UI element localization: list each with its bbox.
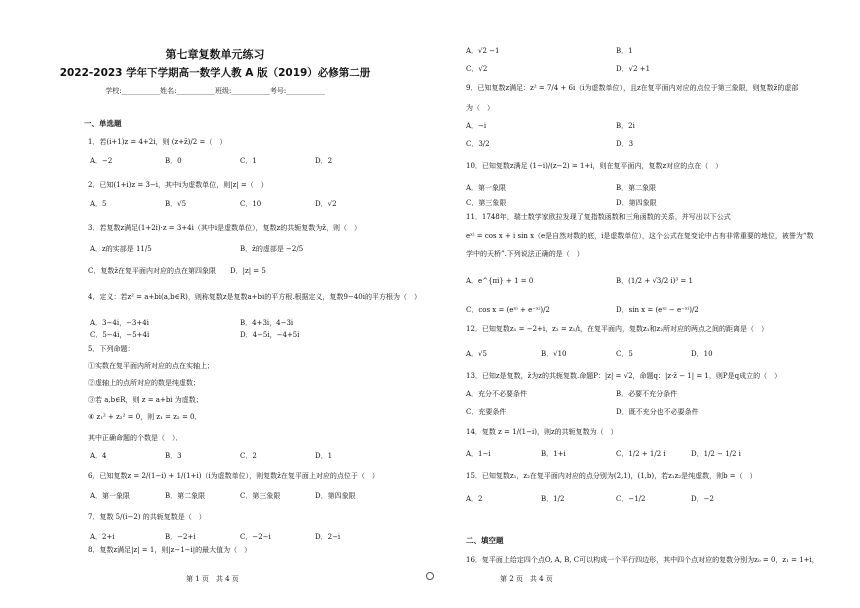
answer-option: B．(1/2 + √3/2 i)³ = 1 (616, 277, 693, 285)
question-line: 13．已知z是复数，z̄为z的共轭复数.命题P：|z| = √2，命题q：|z·z̄ − 1| = 1，则P是q成立的（ ） (466, 372, 782, 380)
question-line: ④ z₁² + z₂² = 0，则 z₁ = z₂ = 0． (88, 413, 202, 421)
answer-option: C．2 (240, 452, 257, 460)
answer-option: C．5 (616, 350, 633, 358)
answer-option: D．既不充分也不必要条件 (616, 408, 699, 416)
answer-option: A．1−i (466, 450, 491, 458)
answer-option: C．第三象限 (240, 492, 281, 500)
question-line: 15．已知复数z₁，z₂在复平面内对应的点分别为(2,1)，(1,b)，若z₁z₂是纯虚数，则b =（ ） (466, 472, 757, 480)
answer-option: D．4−5i，−4+5i (240, 331, 300, 339)
answer-option: A．−i (466, 122, 487, 130)
question-line: 9．已知复数z满足：z² = 7/4 + 6i（i为虚数单位），且z在复平面内对应的点位于第三象限，则复数z̄的虚部 (466, 84, 799, 92)
section-heading-fill-blank: 二、填空题 (466, 536, 504, 545)
answer-option: D．第四象限 (315, 492, 356, 500)
binding-ring-icon (426, 572, 434, 580)
answer-option: D．√2 +1 (616, 65, 651, 73)
answer-option: C．−2−i (240, 533, 271, 541)
answer-option: D．第四象限 (616, 199, 657, 207)
page-footer-right: 第 2 页 共 4 页 (500, 575, 553, 583)
answer-option: C．充要条件 (466, 408, 507, 416)
answer-option: B．−2+i (165, 533, 196, 541)
answer-option: C．第三象限 (466, 199, 507, 207)
answer-option: B．3 (165, 452, 182, 460)
answer-option: D．−2 (691, 495, 714, 503)
answer-option: A．−2 (90, 157, 113, 165)
answer-option: D．2 (315, 157, 333, 165)
student-info-line: 学校:___________姓名:___________班级:___________考号:___________ (105, 87, 325, 95)
answer-option: A．充分不必要条件 (466, 390, 528, 398)
answer-option: A．5 (90, 200, 107, 208)
question-line: 为（ ） (466, 104, 494, 112)
question-line: 7．复数 5/(i−2) 的共轭复数是（ ） (88, 513, 206, 521)
answer-option: D．2−i (315, 533, 341, 541)
question-line: 1．若(i+1)z = 4+2i，则 (z+z̄)/2 =（ ） (88, 138, 227, 146)
answer-option: A．3−4i，−3+4i (90, 319, 149, 327)
answer-option: B．必要不充分条件 (616, 390, 678, 398)
question-line: ①实数在复平面内所对应的点在实轴上； (88, 362, 214, 370)
answer-option: A．第一象限 (466, 184, 507, 192)
question-line: 8．复数z满足|z| = 1，则|z−1−i|的最大值为（ ） (88, 546, 252, 554)
answer-option: A．第一象限 (90, 492, 131, 500)
question-line: 14．复数 z = 1/(1−i)，则z的共轭复数为（ ） (466, 428, 618, 436)
page-footer-left: 第 1 页 共 4 页 (186, 575, 239, 583)
answer-option: A．4 (90, 452, 107, 460)
answer-option: B．第二象限 (165, 492, 206, 500)
answer-option: B．4+3i，4−3i (240, 319, 294, 327)
answer-option: B．第二象限 (616, 184, 657, 192)
question-line: 11．1748年，瑞士数学家欧拉发现了复指数函数和三角函数的关系，并写出以下公式 (466, 213, 731, 221)
answer-option: D．1 (315, 452, 333, 460)
answer-option: C．√2 (466, 65, 488, 73)
question-line: 学中的天桥”.下列说法正确的是（ ） (466, 250, 584, 258)
answer-option: C．−1/2 (616, 495, 646, 503)
answer-option: C．cos x = (eˣⁱ + e⁻ˣⁱ)/2 (466, 306, 550, 314)
right-page (430, 0, 860, 608)
answer-option: B．0 (165, 157, 182, 165)
answer-option: A．√2 −1 (466, 47, 500, 55)
answer-option: B．√5 (165, 200, 187, 208)
question-line: 5．下列命题： (88, 345, 135, 353)
question-line: 12．已知复数z₁ = −2+i，z₂ = z₁/i，在复平面内，复数z₁和z₂所对应的两点之间的距离是（ ） (466, 325, 769, 333)
answer-option: D．3 (616, 140, 634, 148)
document-subtitle: 2022-2023 学年下学期高一数学人教 A 版（2019）必修第二册 (59, 67, 371, 79)
answer-option: C．10 (240, 200, 262, 208)
answer-option: B．z̄的虚部是 −2/5 (240, 245, 304, 253)
answer-option: B．√10 (541, 350, 567, 358)
question-line: eˣⁱ = cos x + i sin x（e是自然对数的底，i是虚数单位），这个公式在复变论中占有非常重要的地位，被誉为“数 (466, 232, 814, 240)
answer-option: A．2 (466, 495, 483, 503)
question-line: 16．复平面上给定四个点O, A, B, C可以构成一个平行四边形，其中四个点对应的复数分别为z₀ = 0，z₁ = 1+i， (466, 556, 819, 564)
answer-option: D．√2 (315, 200, 337, 208)
question-line: 6．已知复数z = 2/(1−i) + 1/(1+i)（i为虚数单位），则复数z̄在复平面上对应的点位于（ ） (88, 472, 379, 480)
question-line: ②虚轴上的点所对应的数是纯虚数； (88, 379, 200, 387)
answer-option: A．2+i (90, 533, 115, 541)
answer-option: A．e^{πi} + 1 = 0 (466, 277, 534, 285)
answer-option: B．1 (616, 47, 633, 55)
question-line: 10．已知复数z满足 (1−i)/(z−2) = 1+i，则在复平面内，复数z对应的点在（ ） (466, 162, 723, 170)
question-line: 3．若复数z满足(1+2i)·z = 3+4i（其中i是虚数单位），复数z的共轭复数为z̄，则（ ） (88, 224, 361, 232)
answer-option: B．2i (616, 122, 635, 130)
question-line: 其中正确命题的个数是（ ）． (88, 434, 183, 442)
answer-option: C．3/2 (466, 140, 490, 148)
answer-option: A．√5 (466, 350, 487, 358)
answer-option: A．z的实部是 11/5 (90, 245, 152, 253)
answer-option: D．sin x = (eˣⁱ − e⁻ˣⁱ)/2 (616, 306, 699, 314)
answer-option: C．1/2 + 1/2 i (616, 450, 666, 458)
section-heading-single-choice: 一、单选题 (84, 119, 122, 128)
answer-option: D．10 (691, 350, 713, 358)
answer-option: B．1+i (541, 450, 566, 458)
question-line: ③若 a,b∈R，则 z = a+bi 为虚数； (88, 396, 203, 404)
question-line: 4．定义：若z² = a+bi(a,b∈R)，则称复数z是复数a+bi的平方根.根据定义，复数9−40i的平方根为（ ） (88, 293, 421, 301)
answer-option: B．1/2 (541, 495, 565, 503)
question-line: 2．已知(1+i)z = 3−i，其中i为虚数单位，则|z| =（ ） (88, 181, 268, 189)
document-title: 第七章复数单元练习 (165, 48, 265, 61)
answer-option: C．1 (240, 157, 257, 165)
question-line: C．复数z̄在复平面内对应的点在第四象限 D．|z| = 5 (88, 267, 266, 275)
answer-option: D．1/2 − 1/2 i (691, 450, 741, 458)
answer-option: C．5−4i，−5+4i (90, 331, 150, 339)
